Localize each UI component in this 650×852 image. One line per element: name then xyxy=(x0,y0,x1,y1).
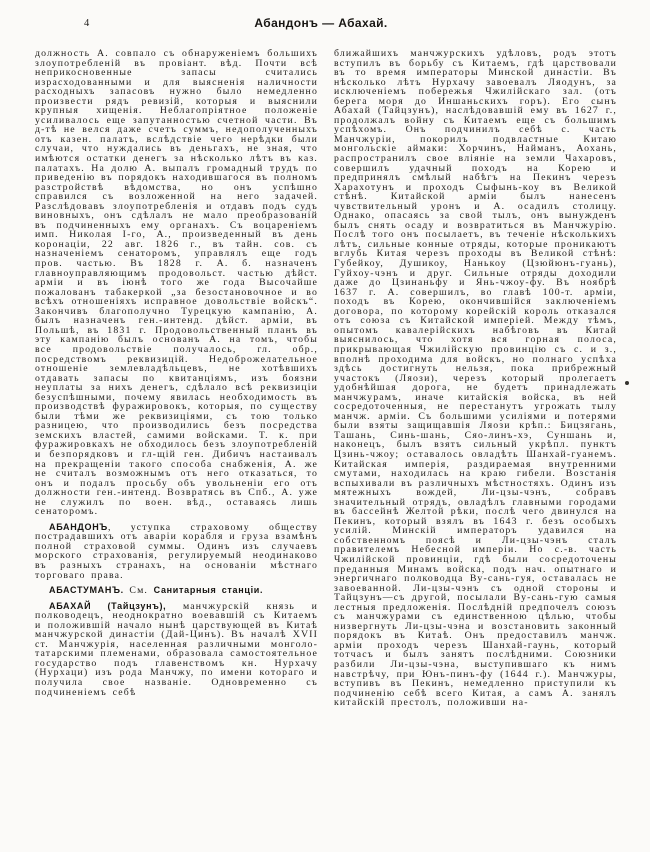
entry-body-abandon: , уступка страховому обществу пострадавшихъ отъ аваріи корабля и груза взамѣнъ полной страховой суммы. Одинъ изъ случаевъ морского страхованія, регулируемый неодинаково въ разныхъ странахъ, на основаніи мѣстнаго торговаго права. xyxy=(35,521,318,581)
entry-headword-abandon: АБАНДОНЪ xyxy=(49,521,108,532)
entry-headword-abastuman: АБАСТУМАНЪ. xyxy=(49,585,124,596)
entry-see-target: Санитарныя станціи. xyxy=(153,585,264,596)
entry-see-label: См. xyxy=(123,585,154,597)
article-continuation-right: ближайшихъ манчжурскихъ удѣловъ, родъ этотъ вступилъ въ борьбу съ Китаемъ, гдѣ царствовали въ то время императоры Минской династіи. Въ нѣсколько лѣтъ Нурхачу завоевалъ Ляодунъ, за исключеніемъ побережья Чжилійскаго зал. (отъ берега моря до Иншаньскихъ горъ). Его сынъ Абахай (Тайцзунъ), наслѣдовавшій ему въ 1627 г., продолжалъ войну съ Китаемъ еще съ большимъ успѣхомъ. Онъ подчинилъ себѣ с. часть Манчжуріи, покорилъ подвластные Китаю монгольскіе аймаки: Хорчинъ, Найманъ, Аохань, распространилъ свое вліяніе на земли Чахаровъ, совершилъ удачный походъ на Корею и предпринялъ смѣлый набѣгъ на Пекинъ черезъ Харахотунъ и проходъ Сыфынь-коу въ Великой стѣнѣ. Китайской арміи былъ нанесенъ чувствительный уронъ и А. осадилъ столицу. Однако, опасаясь за свой тылъ, онъ вынужденъ былъ снять осаду и возвратиться въ Манчжурію. Послѣ того онъ посылаетъ, въ теченіе нѣсколькихъ лѣтъ, сильные конные отряды, которые проникаютъ вглубь Китая черезъ проходы въ Великой стѣнѣ: Губейкоу, Душикоу, Нанькоу (Цзюйюнъ-гуань), Гуйхоу-чэнъ и друг. Сильные отряды доходили даже до Цзинаньфу и Янь-чжоу-фу. Въ ноябрѣ 1637 г. А. совершилъ, во главѣ 100-т. арміи, походъ въ Корею, окончившійся заключеніемъ договора, по которому корейскій король отказался отъ союза съ Китайской имперіей. Между тѣмъ, опытомъ кавалерійскихъ набѣговъ въ Китай выяснилось, что хотя вся горная полоса, прикрывающая Чжилійскую провинцію съ с. и з., вполнѣ проходима для войскъ, но полнаго успѣха здѣсь достигнуть нельзя, пока прибрежный участокъ (Ляози), черезъ который пролегаетъ удобнѣйшая дорога, не будетъ принадлежать манчжурамъ, иначе китайскія войска, въ ней сосредоточенныя, не перестанутъ угрожать тылу манчж. арміи. Съ большими усиліями и потерями были взяты защищавшія Ляози крѣп.: Бицзягань, Ташань, Синь-шань, Сяо-линъ-хэ, Суншань и, наконецъ, былъ взятъ сильный укрѣпл. пунктъ Цзинь-чжоу; оставалось овладѣть Шанхай-гуанемъ. Китайская имперія, раздираемая внутренними смутами, находилась на краю гибели. Возстанія вспыхивали въ различныхъ мѣстностяхъ. Одинъ изъ мятежныхъ вождей, Ли-цзы-чэнъ, собравъ значительный отрядъ, овладѣлъ главными городами въ бассейнѣ Желтой рѣки, послѣ чего двинулся на Пекинъ, который взялъ въ 1643 г. безъ особыхъ усилій. Минскій императоръ удавился на собственномъ поясѣ и Ли-цзы-чэнъ сталъ правителемъ Небесной имперіи. Но с.-в. часть Чжилійской провинціи, гдѣ были сосредоточены преданныя Минамъ войска, подъ нач. опытнаго и энергичнаго полководца Ву-сань-гуя, оставалась не завоеванной. Ли-цзы-чэнъ съ одной стороны и Тайцзунъ—съ другой, посылали Ву-сань-гую самыя лестныя предложенія. Послѣдній предпочелъ союзъ съ манчжурами съ единственною цѣлью, чтобы низвергнуть Ли-цзы-чэна и возстановить законный порядокъ въ Китаѣ. Онъ предоставилъ манчж. арміи проходъ черезъ Шанхай-гаунь, который тотчасъ и былъ занятъ послѣдними. Союзники разбили Ли-цзы-чэна, выступившаго къ нимъ навстрѣчу, при Юнъ-пинъ-фу (1644 г.). Манчжуры, вступивъ въ Пекинъ, немедленно приступили къ подчиненію себѣ всего Китая, а самъ А. занялъ китайскій престолъ, положивши на- xyxy=(334,48,617,709)
entry-headword-abahai: АБАХАЙ (Тайцзунъ), xyxy=(49,600,167,611)
page-number: 4 xyxy=(84,18,90,29)
right-column xyxy=(334,49,617,708)
scan-artifact-dot xyxy=(625,381,629,385)
entry-body-abahai: манчжурскій князь и полководецъ, неоднократно воевавшій съ Китаемъ и положившій начало нынѣ царствующей въ Китаѣ манчжурской династіи (Дай-Цинъ). Въ началѣ XVII ст. Манчжурія, населенная различными монголо-татарскими племенами, образовала самостоятельное государство подъ главенствомъ кн. Нурхачу (Нурхаци) изъ рода Манчжу, по имени котораго и получила свое названіе. Одновременно съ подчиненіемъ себѣ xyxy=(35,600,318,698)
entry-abastuman xyxy=(35,586,318,596)
text-columns xyxy=(35,49,617,708)
running-title: Абандонъ — Абахай. xyxy=(254,16,388,30)
entry-abahai xyxy=(35,602,318,697)
article-continuation-left: должность А. совпало съ обнаруженіемъ большихъ злоупотребленій въ провіант. вѣд. Почти всѣ неприкосновенные запасы считались израсходованными и для выясненія наличности расходныхъ запасовъ нужно было немедленно произвести рядъ ревизій, которыя и выяснили крупныя хищенія. Неблагопріятное положеніе усиливалось еще запутанностью счетной части. Въ д-тѣ не велся даже счетъ суммъ, недополученныхъ отъ казен. палатъ, вслѣдствіе чего нерѣдки были случаи, что нуждались въ деньгахъ, не зная, что имѣются остатки денегъ за нѣсколько лѣтъ въ каз. палатахъ. На долю А. выпалъ громадный трудъ по приведенію въ порядокъ находившагося въ полномъ разстройствѣ вѣдомства, но онъ успѣшно справился съ возложенной на него задачей. Разслѣдовавъ злоупотребленія и отдавъ подъ судъ виновныхъ, онъ сдѣлалъ не мало преобразованій въ подчиненныхъ ему органахъ. Съ воцареніемъ имп. Николая I-го, А., произведенный въ день коронаціи, 22 авг. 1826 г., въ тайн. сов. съ назначеніемъ сенаторомъ, управлялъ еще годъ пров. частью. Въ 1828 г. А. б. назначенъ главноуправляющимъ продовольст. частью дѣйст. арміи и въ іюнѣ того же года Высочайше пожалованъ табакеркой „за безостановочное и во всѣхъ отношеніяхъ исправное довольствіе войскъ“. Закончивъ благополучно Турецкую кампанію, А. былъ назначенъ ген.-интенд. дѣйст. арміи, въ Польшѣ, въ 1831 г. Продовольственный планъ въ эту кампанію былъ основанъ А. на томъ, чтобы все продовольствіе получалось, гл. обр., посредствомъ реквизицій. Недоброжелательное отношеніе землевладѣльцевъ, не хотѣвшихъ отдавать запасы по квитанціямъ, изъ боязни неуплаты за нихъ денегъ, сдѣлало всѣ реквизиціи безуспѣшными, почему явилась необходимость въ производствѣ фуражировокъ, которыя, по существу были тѣми же реквизиціями, съ тою только разницею, что производились безъ посредства земскихъ властей, самими войсками. Т. к. при фуражировкахъ не обходилось безъ злоупотребленій и безпорядковъ и гл-щій ген. Дибичъ настаивалъ на прекращеніи такого способа снабженія, А. же не считалъ возможнымъ отъ него отказаться, то онъ и подалъ просьбу объ увольненіи его отъ должности ген.-интенд. Возвратясь въ Спб., А. уже не служилъ по воен. вѣд., оставаясь лишь сенаторомъ. xyxy=(35,48,318,518)
left-column xyxy=(35,49,318,708)
entry-abandon xyxy=(35,523,318,580)
